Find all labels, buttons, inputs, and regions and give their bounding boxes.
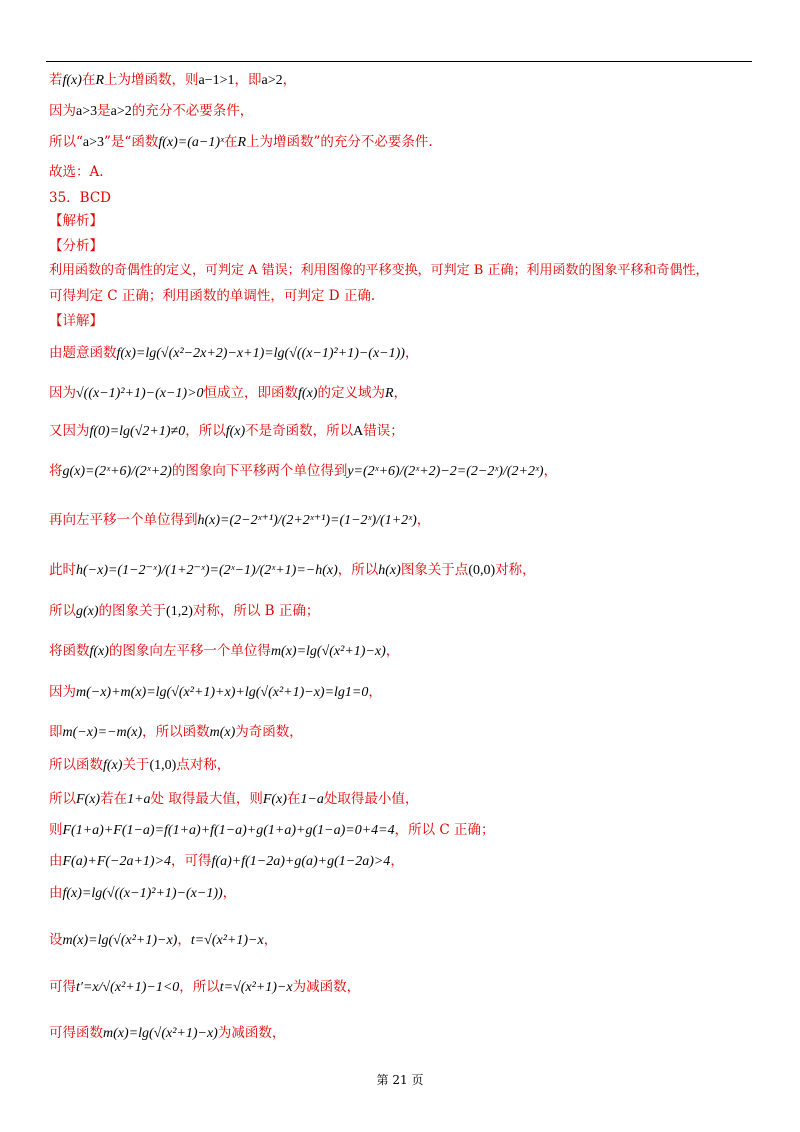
line-25: 由f(x)=lg(√((x−1)²+1)−(x−1))， xyxy=(49,885,237,901)
line-15: 再向左平移一个单位得到h(x)=(2−2ˣ⁺¹)/(2+2ˣ⁺¹)=(1−2ˣ)/(1+2ˣ)， xyxy=(49,512,431,528)
line-19: 因为m(−x)+m(x)=lg(√(x²+1)+x)+lg(√(x²+1)−x)=lg1=0， xyxy=(49,684,382,700)
line-28: 可得函数m(x)=lg(√(x²+1)−x)为减函数， xyxy=(49,1025,286,1041)
line-18: 将函数f(x)的图象向左平移一个单位得m(x)=lg(√(x²+1)−x)， xyxy=(49,643,400,659)
line-8: 利用函数的奇偶性的定义，可判定 A 错误；利用图像的平移变换，可判定 B 正确；利用函数的图象平移和奇偶性， xyxy=(49,263,709,278)
line-3: 所以“a>3”是“函数f(x)=(a−1)ˣ在R上为增函数”的充分不必要条件. xyxy=(49,134,433,150)
line-14: 将g(x)=(2ˣ+6)/(2ˣ+2)的图象向下平移两个单位得到y=(2ˣ+6)/(2ˣ+2)−2=(2−2ˣ)/(2+2ˣ)， xyxy=(49,463,558,479)
page-number: 第 21 页 xyxy=(376,1073,424,1087)
line-17: 所以g(x)的图象关于(1,2)对称，所以 B 正确； xyxy=(49,603,320,619)
line-22: 所以F(x)若在1+a处 取得最大值，则F(x)在1−a处取得最小值， xyxy=(49,791,419,807)
line-20: 即m(−x)=−m(x)，所以函数m(x)为奇函数， xyxy=(49,724,303,740)
line-11: 由题意函数f(x)=lg(√(x²−2x+2)−x+1)=lg(√((x−1)²+1)−(x−1))， xyxy=(49,345,419,361)
line-24: 由F(a)+F(−2a+1)>4，可得f(a)+f(1−2a)+g(a)+g(1−2a)>4， xyxy=(49,853,404,869)
line-4: 故选：A. xyxy=(49,164,104,180)
line-23: 则F(1+a)+F(1−a)=f(1+a)+f(1−a)+g(1+a)+g(1−a)=0+4=4，所以 C 正确； xyxy=(49,822,495,838)
line-10: 【详解】 xyxy=(49,313,103,329)
line-1: 若f(x)在R上为增函数，则a−1>1，即a>2， xyxy=(49,72,297,88)
line-2: 因为a>3是a>2的充分不必要条件， xyxy=(49,103,254,119)
line-9: 可得判定 C 正确；利用函数的单调性，可判定 D 正确. xyxy=(49,288,376,304)
line-7: 【分析】 xyxy=(49,238,103,254)
line-6: 【解析】 xyxy=(49,213,103,229)
line-26: 设m(x)=lg(√(x²+1)−x)，t=√(x²+1)−x， xyxy=(49,932,278,948)
header-rule xyxy=(46,61,752,62)
line-27: 可得t′=x/√(x²+1)−1<0，所以t=√(x²+1)−x为减函数， xyxy=(49,979,361,995)
line-12: 因为√((x−1)²+1)−(x−1)>0恒成立，即函数f(x)的定义域为R， xyxy=(49,385,408,401)
line-21: 所以函数f(x)关于(1,0)点对称， xyxy=(49,757,231,773)
line-5: 35．BCD xyxy=(49,190,112,206)
line-13: 又因为f(0)=lg(√2+1)≠0，所以f(x)不是奇函数，所以A错误； xyxy=(49,423,404,439)
line-16: 此时h(−x)=(1−2⁻ˣ)/(1+2⁻ˣ)=(2ˣ−1)/(2ˣ+1)=−h(x)，所以h(x)图象关于点(0,0)对称， xyxy=(49,562,536,578)
